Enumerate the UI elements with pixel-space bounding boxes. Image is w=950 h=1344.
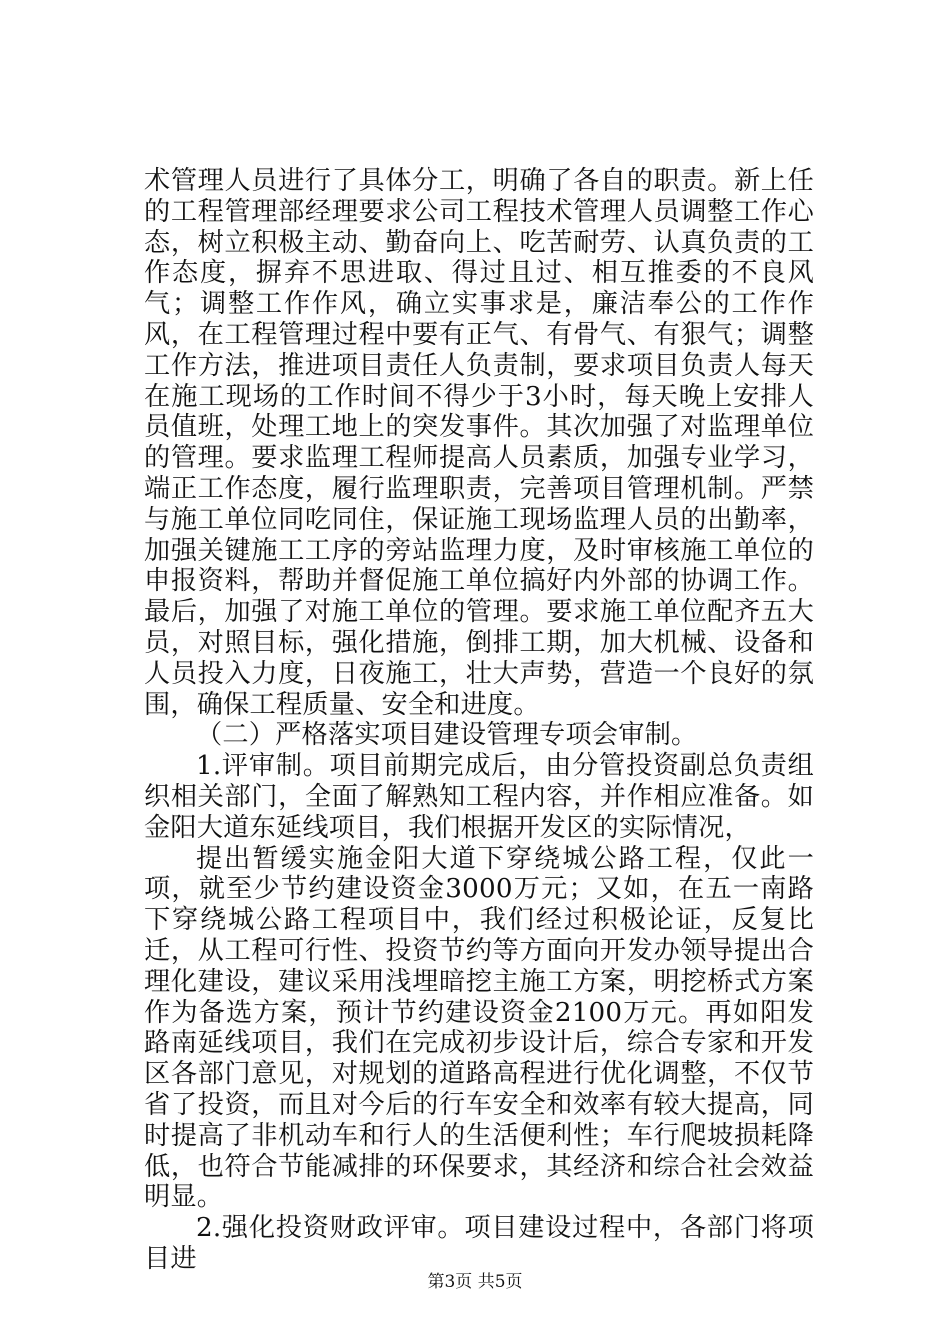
paragraph-2-section-heading: （二）严格落实项目建设管理专项会审制。 bbox=[196, 720, 698, 751]
page-number-footer: 第3页 共5页 bbox=[427, 1272, 523, 1292]
paragraph-1: 术管理人员进行了具体分工，明确了各自的职责。新上任的工程管理部经理要求公司工程技术管理人员调整工作心态，树立积极主动、勤奋向上、吃苦耐劳、认真负责的工作态度，摒弃不思进取、得过且过、相互推委的不良风气；调整工作作风，确立实事求是，廉洁奉公的工作作风，在工程管理过程中要有正气、有骨气、有狠气；调整工作方法，推进项目责任人负责制，要求项目负责人每天在施工现场的工作时间不得少于3小时，每天晚上安排人员值班，处理工地上的突发事件。其次加强了对监理单位的管理。要求监理工程师提高人员素质，加强专业学习，端正工作态度，履行监理职责，完善项目管理机制。严禁与施工单位同吃同住，保证施工现场监理人员的出勤率，加强关键施工工序的旁站监理力度，及时审核施工单位的申报资料，帮助并督促施工单位搞好内外部的协调工作。最后，加强了对施工单位的管理。要求施工单位配齐五大员，对照目标，强化措施，倒排工期，加大机械、设备和人员投入力度，日夜施工，壮大声势，营造一个良好的氛围，确保工程质量、安全和进度。 bbox=[144, 166, 814, 720]
paragraph-3: 1.评审制。项目前期完成后，由分管投资副总负责组织相关部门，全面了解熟知工程内容，并作相应准备。如金阳大道东延线项目，我们根据开发区的实际情况， bbox=[144, 751, 814, 843]
paragraph-5: 2.强化投资财政评审。项目建设过程中，各部门将项目进 bbox=[144, 1213, 814, 1274]
document-body bbox=[144, 166, 814, 1275]
paragraph-4: 提出暂缓实施金阳大道下穿绕城公路工程，仅此一项，就至少节约建设资金3000万元；又如，在五一南路下穿绕城公路工程项目中，我们经过积极论证，反复比迁，从工程可行性、投资节约等方面向开发办领导提出合理化建设，建议采用浅埋暗挖主施工方案，明挖桥式方案作为备选方案，预计节约建设资金2100万元。再如阳发路南延线项目，我们在完成初步设计后，综合专家和开发区各部门意见，对规划的道路高程进行优化调整，不仅节省了投资，而且对今后的行车安全和效率有较大提高，同时提高了非机动车和行人的生活便利性；车行爬坡损耗降低，也符合节能减排的环保要求，其经济和综合社会效益明显。 bbox=[144, 843, 814, 1213]
